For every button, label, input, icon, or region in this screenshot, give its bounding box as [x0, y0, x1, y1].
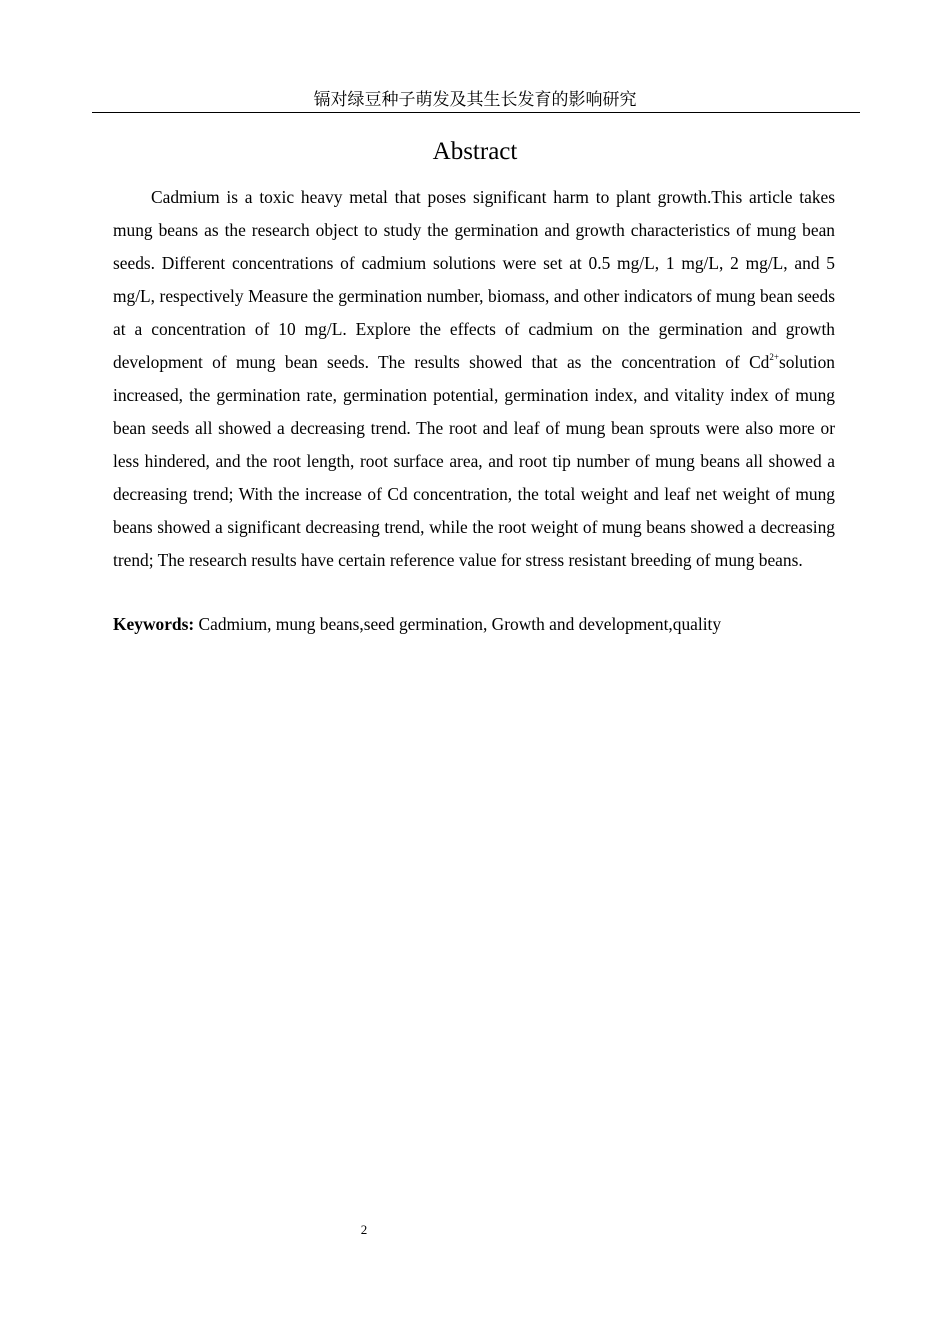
abstract-body — [113, 181, 835, 577]
page-number: 2 — [360, 1222, 368, 1237]
abstract-title: Abstract — [432, 138, 518, 165]
header-rule — [92, 112, 860, 113]
abstract-text-part-1: Cadmium is a toxic heavy metal that poses significant harm to plant growth.This article takes mung beans as the research object to study the germination and growth characteristics of mung bean seeds. Different concentrations of cadmium solutions were set at 0.5 mg/L, 1 mg/L, 2 mg/L, and 5 mg/L, respectively Measure the germination number, biomass, and other indicators of mung bean seeds at a concentration of 10 mg/L. Explore the effects of cadmium on the germination and growth development of mung bean seeds. The results showed that as the concentration of Cd — [113, 187, 835, 372]
keywords-text: Cadmium, mung beans,seed germination, Growth and development,quality — [194, 614, 722, 634]
keywords-label: Keywords: — [113, 614, 195, 634]
abstract-text-part-2: solution increased, the germination rate, germination potential, germination index, and vitality index of mung bean seeds all showed a decreasing trend. The root and leaf of mung bean sprouts were also more or less hindered, and the root length, root surface area, and root tip number of mung beans all showed a decreasing trend; With the increase of Cd concentration, the total weight and leaf net weight of mung beans showed a significant decreasing trend, while the root weight of mung beans showed a decreasing trend; The research results have certain reference value for stress resistant breeding of mung beans. — [113, 352, 835, 570]
cadmium-ion-charge: 2+ — [769, 352, 779, 362]
running-header: 镉对绿豆种子萌发及其生长发育的影响研究 — [313, 90, 637, 110]
keywords-line — [113, 609, 835, 639]
